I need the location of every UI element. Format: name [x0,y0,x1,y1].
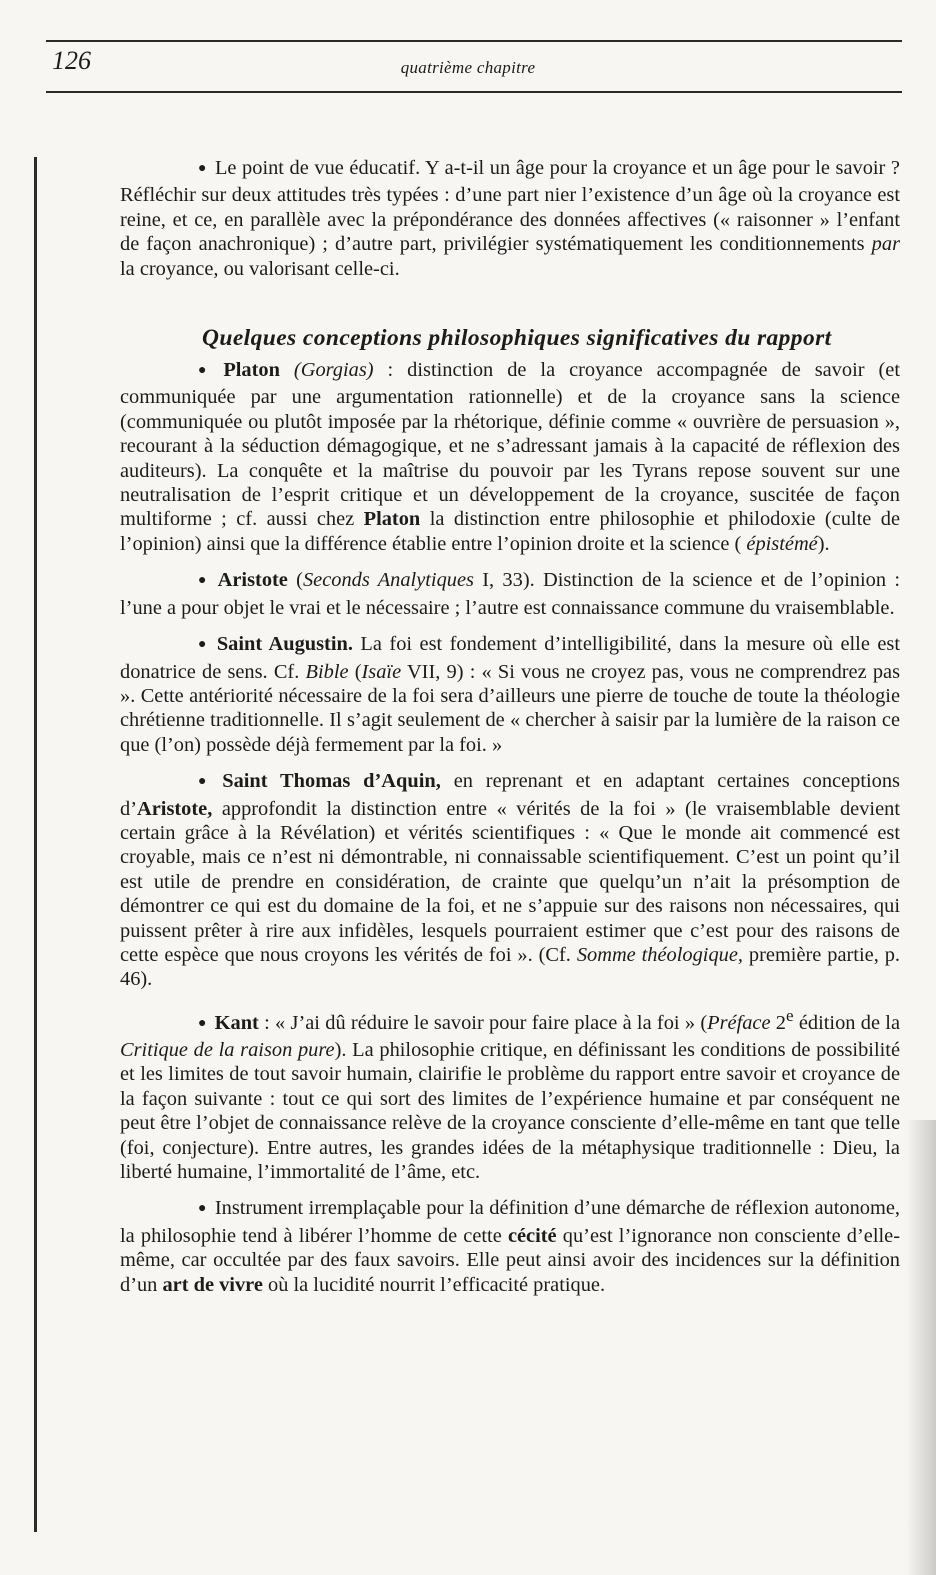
paragraph-text: ( [287,569,303,592]
paragraph-text: VII, 9) : « Si vous ne croyez pas, vous ne comprendrez pas ». Cette antériorité nécessaire de la foi sera d’ailleurs une pierre de touche de toute la théologie chrétienne traditionnelle. Il s’agit seulement de « chercher à saisir par la lumière de la raison ce que (l’on) possède déjà fermement par la foi. » [120,660,901,756]
paragraph-instrument [120,1196,900,1297]
paragraph-text: Le point de vue éducatif. Y a-t-il un âge pour la croyance et un âge pour le savoir ? Réfléchir sur deux attitudes très typées : d’une part nier l’existence d’un âge où la croyance est reine, et ce, en parallèle avec la prépondérance des données affectives (« raisonner » l’enfant de façon anachronique) ; d’autre part, privilégier systématiquement les conditionnements [120,157,900,256]
section-title: Quelques conceptions philosophiques significatives du rapport [202,325,832,352]
paragraph-text: La foi est fondement d’intelligibilité, dans la mesure où elle est donatrice de sens. Cf. [120,633,900,683]
margin-bar [34,157,37,1532]
work-title: Isaïe [361,660,402,683]
header-rule-top [46,40,902,42]
paragraph-text: approfondit la distinction entre « vérités de la foi » (le vraisemblable devient certain grâce à la Révélation) et vérités scientifiques : « Que le monde ait commencé est croyable, mais ce n’est ni démontrable, ni connaissable scientifiquement. C’est un point qu’il est utile de prendre en considération, de crainte que quelqu’un n’ait la présomption de démontrer ce qui est du domaine de la foi, et ne s’appuie sur des raisons non nécessaires, qui puissent prêter à rire aux infidèles, lesquels pourraient estimer que c’est pour des raisons de cette espèce que nous croyons les vérités de foi ». (Cf. [120,797,900,966]
page-body [120,156,900,1297]
paragraph-text: édition de la [793,1011,900,1034]
paragraph-augustin [120,632,900,757]
paragraph-text: 2 [770,1011,787,1034]
term: épistémé [746,532,818,555]
emphasis: cécité [507,1224,557,1247]
paragraph-text: : « J’ai dû réduire le savoir pour faire place à la foi » ( [258,1011,708,1034]
paragraph-platon [120,358,900,556]
paragraph-text: la croyance, ou valorisant celle-ci. [120,257,400,280]
author-name: Aristote [217,569,288,592]
emphasis: par [871,233,900,256]
page-number: 126 [52,46,91,75]
bullet-icon: ● [198,161,207,176]
author-name: Platon [363,508,421,531]
author-name: Saint Augustin. [216,633,353,656]
work-title: Seconds Analytiques [302,569,474,592]
header-rule-bottom [46,91,902,93]
bullet-icon: ● [198,363,216,379]
paragraph-text: ( [348,660,362,683]
author-name: Saint Thomas d’Aquin, [222,770,441,793]
paragraph-text: qu’est l’ignorance non consciente d’elle-même, car occultée par des faux savoirs. Elle peut ainsi avoir des incidences sur la définition d’un [120,1224,901,1296]
bullet-icon: ● [198,774,215,790]
paragraph-text: : distinction de la croyance accompagnée de savoir (et communiquée par une argumentation rationnelle) et de la croyance sans la science (communiquée ou plutôt imposée par la rhétorique, définie comme « ouvrière de persuasion », recourant à la séduction démagogique, et ne s’adressant jamais à la capacité de réflexion des auditeurs). La conquête et la maîtrise du pouvoir par les Tyrans repose souvent sur une neutralisation de l’esprit critique et un développement de la croyance, suscitée de façon multiforme ; cf. aussi chez [120,359,900,531]
author-name: Aristote, [137,797,213,820]
paragraph-text: première partie, p. 46). [120,943,900,991]
page-edge-shadow [906,1120,936,1575]
paragraph-educatif [120,156,900,281]
paragraph-text: en reprenant et en adaptant certaines conceptions d’ [120,770,900,820]
work-title: Préface [707,1011,771,1034]
paragraph-text: Instrument irremplaçable pour la définition d’une démarche de réflexion autonome, la philosophie tend à libérer l’homme de cette [120,1197,900,1247]
author-name: Kant [214,1011,259,1034]
paragraph-text: ). La philosophie critique, en définissant les conditions de possibilité et les limites de tout savoir humain, clairifie le problème du rapport entre savoir et croyance de la façon suivante : tout ce qui sort des limites de l’expérience humaine et par conséquent ne peut être l’objet de connaissance relève de la croyance consciente d’elle-même en tant que telle (foi, conjecture). Entre autres, les grandes idées de la métaphysique traditionnelle : Dieu, la liberté humaine, l’immortalité de l’âme, etc. [120,1038,901,1184]
superscript: e [786,1005,794,1025]
work-title: Critique de la raison pure [120,1038,335,1061]
work-title: Bible [305,660,349,683]
paragraph-text: où la lucidité nourrit l’efficacité pratique. [262,1273,606,1296]
bullet-icon: ● [198,637,209,653]
paragraph-text: ). [817,532,830,555]
bullet-icon: ● [198,1201,207,1217]
paragraph-kant [120,1004,900,1185]
running-head: quatrième chapitre [400,58,536,77]
paragraph-text: I, 33). Distinction de la science et de l’opinion : l’une a pour objet le vrai et le nécessaire ; l’autre est connaissance commune du vraisemblable. [120,569,900,619]
bullet-icon: ● [198,1015,207,1031]
paragraph-text: la distinction entre philosophie et philodoxie (culte de l’opinion) ainsi que la différence établie entre l’opinion droite et la science ( [120,508,900,555]
emphasis: art de vivre [162,1273,263,1296]
bullet-icon: ● [198,573,210,589]
author-name: Platon [223,359,280,382]
paragraph-thomas [120,769,900,992]
paragraph-aristote [120,568,900,620]
work-title: Somme théologique, [576,943,743,966]
work-title: (Gorgias) [293,359,374,382]
